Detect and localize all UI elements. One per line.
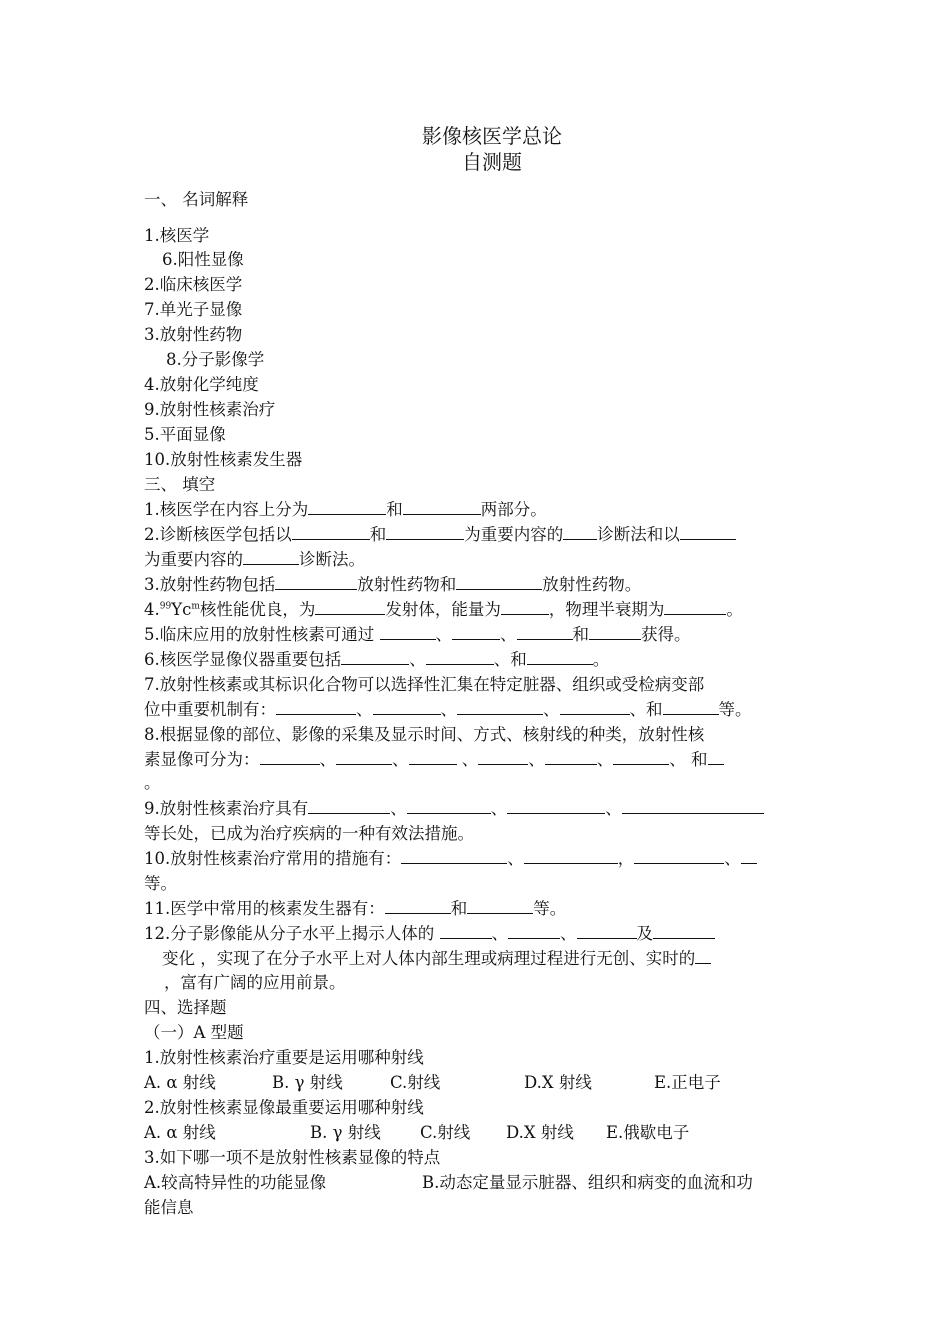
fill-question-9-cont: 等长处，已成为治疗疾病的一种有效法措施。 [144, 824, 474, 843]
fill-question-2-cont: 为重要内容的 诊断法。 [144, 550, 365, 569]
answer-blank [341, 649, 409, 665]
answer-blank [664, 599, 726, 615]
fill-question-12-cont: 变化 ，实现了在分子水平上对人体内部生理或病理过程进行无创、实时的 [162, 947, 711, 971]
answer-blank [589, 624, 641, 640]
answer-blank [315, 599, 385, 615]
answer-blank [634, 848, 724, 864]
answer-blank [695, 948, 711, 964]
answer-blank [501, 599, 549, 615]
answer-blank [663, 699, 719, 715]
mc-q1-option-c: C.射线 [390, 1073, 441, 1092]
fill-question-8-cont: 素显像可分为： 、 、 、 、 、 、 和 [144, 748, 724, 772]
answer-blank [386, 524, 464, 540]
answer-blank [622, 798, 764, 814]
answer-blank [741, 848, 757, 864]
mc-q2-option-e: E.俄歇电子 [606, 1123, 690, 1142]
answer-blank [243, 549, 299, 565]
term-item: 9.放射性核素治疗 [144, 400, 276, 419]
answer-blank [708, 749, 724, 765]
term-item: 7.单光子显像 [144, 300, 243, 319]
mc-q1-option-a: A. α 射线 [144, 1073, 216, 1092]
answer-blank [452, 624, 500, 640]
answer-blank [380, 624, 436, 640]
term-item: 4.放射化学纯度 [144, 375, 259, 394]
fill-question-4: 4.99Yc$^m$核性能优良，为 发射体，能量为 ，物理半衰期为 。 [144, 600, 743, 619]
mc-question-1: 1.放射性核素治疗重要是运用哪种射线 [144, 1048, 424, 1067]
mc-question-2: 2.放射性核素显像最重要运用哪种射线 [144, 1098, 424, 1117]
fill-question-2: 2.诊断核医学包括以 和 为重要内容的 诊断法和以 [144, 523, 736, 547]
fill-question-5: 5.临床应用的放射性核素可通过 、 、 和 获得。 [144, 625, 691, 644]
answer-blank [308, 499, 386, 515]
answer-blank [373, 699, 441, 715]
mc-q3-option-a: A.较高特异性的功能显像 [144, 1173, 327, 1192]
fill-question-7-cont: 位中重要机制有： 、 、 、 、和 等。 [144, 700, 752, 719]
answer-blank [409, 749, 457, 765]
mc-q3-option-b: B.动态定量显示脏器、组织和病变的血流和功 [422, 1173, 753, 1192]
answer-blank [563, 524, 597, 540]
answer-blank [336, 749, 392, 765]
fill-question-8-end: 。 [144, 773, 161, 792]
fill-question-1: 1.核医学在内容上分为 和 两部分。 [144, 500, 547, 519]
answer-blank [560, 699, 630, 715]
mc-q2-option-c: C.射线 [420, 1123, 471, 1142]
answer-blank [545, 749, 597, 765]
fill-question-6: 6.核医学显像仪器重要包括 、 、和 。 [144, 650, 610, 669]
fill-question-12: 12.分子影像能从分子水平上揭示人体的 、 、 及 [144, 922, 715, 946]
answer-blank [308, 798, 390, 814]
term-item: 6.阳性显像 [162, 250, 244, 269]
fill-question-7: 7.放射性核素或其标识化合物可以选择性汇集在特定脏器、组织或受检病变部 [144, 675, 705, 694]
answer-blank [478, 749, 528, 765]
mc-q2-option-d: D.X 射线 [506, 1123, 574, 1142]
page-subtitle: 自测题 [462, 150, 522, 174]
fill-question-9: 9.放射性核素治疗具有 、 、 、 [144, 797, 764, 821]
mc-q1-option-e: E.正电子 [654, 1073, 721, 1092]
fill-question-10-end: 等。 [144, 874, 177, 893]
term-item: 8.分子影像学 [166, 350, 265, 369]
mc-q1-option-d: D.X 射线 [524, 1073, 592, 1092]
subsection-heading-a-type: （一）A 型题 [144, 1023, 244, 1042]
fill-question-12-end: ，富有广阔的应用前景。 [164, 973, 346, 992]
answer-blank [403, 499, 481, 515]
answer-blank [508, 923, 560, 939]
answer-blank [613, 749, 669, 765]
answer-blank [440, 923, 492, 939]
answer-blank [385, 898, 451, 914]
answer-blank [653, 923, 715, 939]
answer-blank [680, 524, 736, 540]
term-item: 2.临床核医学 [144, 275, 243, 294]
answer-blank [401, 848, 507, 864]
term-item: 3.放射性药物 [144, 325, 243, 344]
answer-blank [292, 524, 370, 540]
answer-blank [456, 574, 542, 590]
section-heading-choice: 四、选择题 [144, 998, 227, 1017]
mc-question-3: 3.如下哪一项不是放射性核素显像的特点 [144, 1148, 441, 1167]
mc-q3-option-b-cont: 能信息 [144, 1198, 194, 1217]
term-item: 10.放射性核素发生器 [144, 450, 303, 469]
fill-question-3: 3.放射性药物包括 放射性药物和 放射性药物。 [144, 575, 642, 594]
term-item: 5.平面显像 [144, 425, 226, 444]
answer-blank [457, 699, 543, 715]
term-item: 1.核医学 [144, 226, 210, 245]
section-heading-fill: 三、 填空 [144, 475, 216, 494]
answer-blank [524, 848, 618, 864]
fill-question-11: 11.医学中常用的核素发生器有： 和 等。 [144, 899, 567, 918]
answer-blank [407, 798, 491, 814]
answer-blank [467, 898, 533, 914]
answer-blank [507, 798, 605, 814]
answer-blank [527, 649, 593, 665]
answer-blank [260, 749, 320, 765]
fill-question-8: 8.根据显像的部位、影像的采集及显示时间、方式、核射线的种类，放射性核 [144, 725, 705, 744]
answer-blank [426, 649, 494, 665]
answer-blank [517, 624, 573, 640]
answer-blank [275, 574, 357, 590]
fill-question-10: 10.放射性核素治疗常用的措施有： 、 ， 、 [144, 847, 757, 871]
section-heading-terms: 一、 名词解释 [144, 190, 249, 209]
answer-blank [577, 923, 637, 939]
page-title: 影像核医学总论 [422, 124, 562, 148]
mc-q2-option-a: A. α 射线 [144, 1123, 216, 1142]
mc-q2-option-b: B. γ 射线 [310, 1123, 381, 1142]
mc-q1-option-b: B. γ 射线 [272, 1073, 343, 1092]
answer-blank [276, 699, 356, 715]
